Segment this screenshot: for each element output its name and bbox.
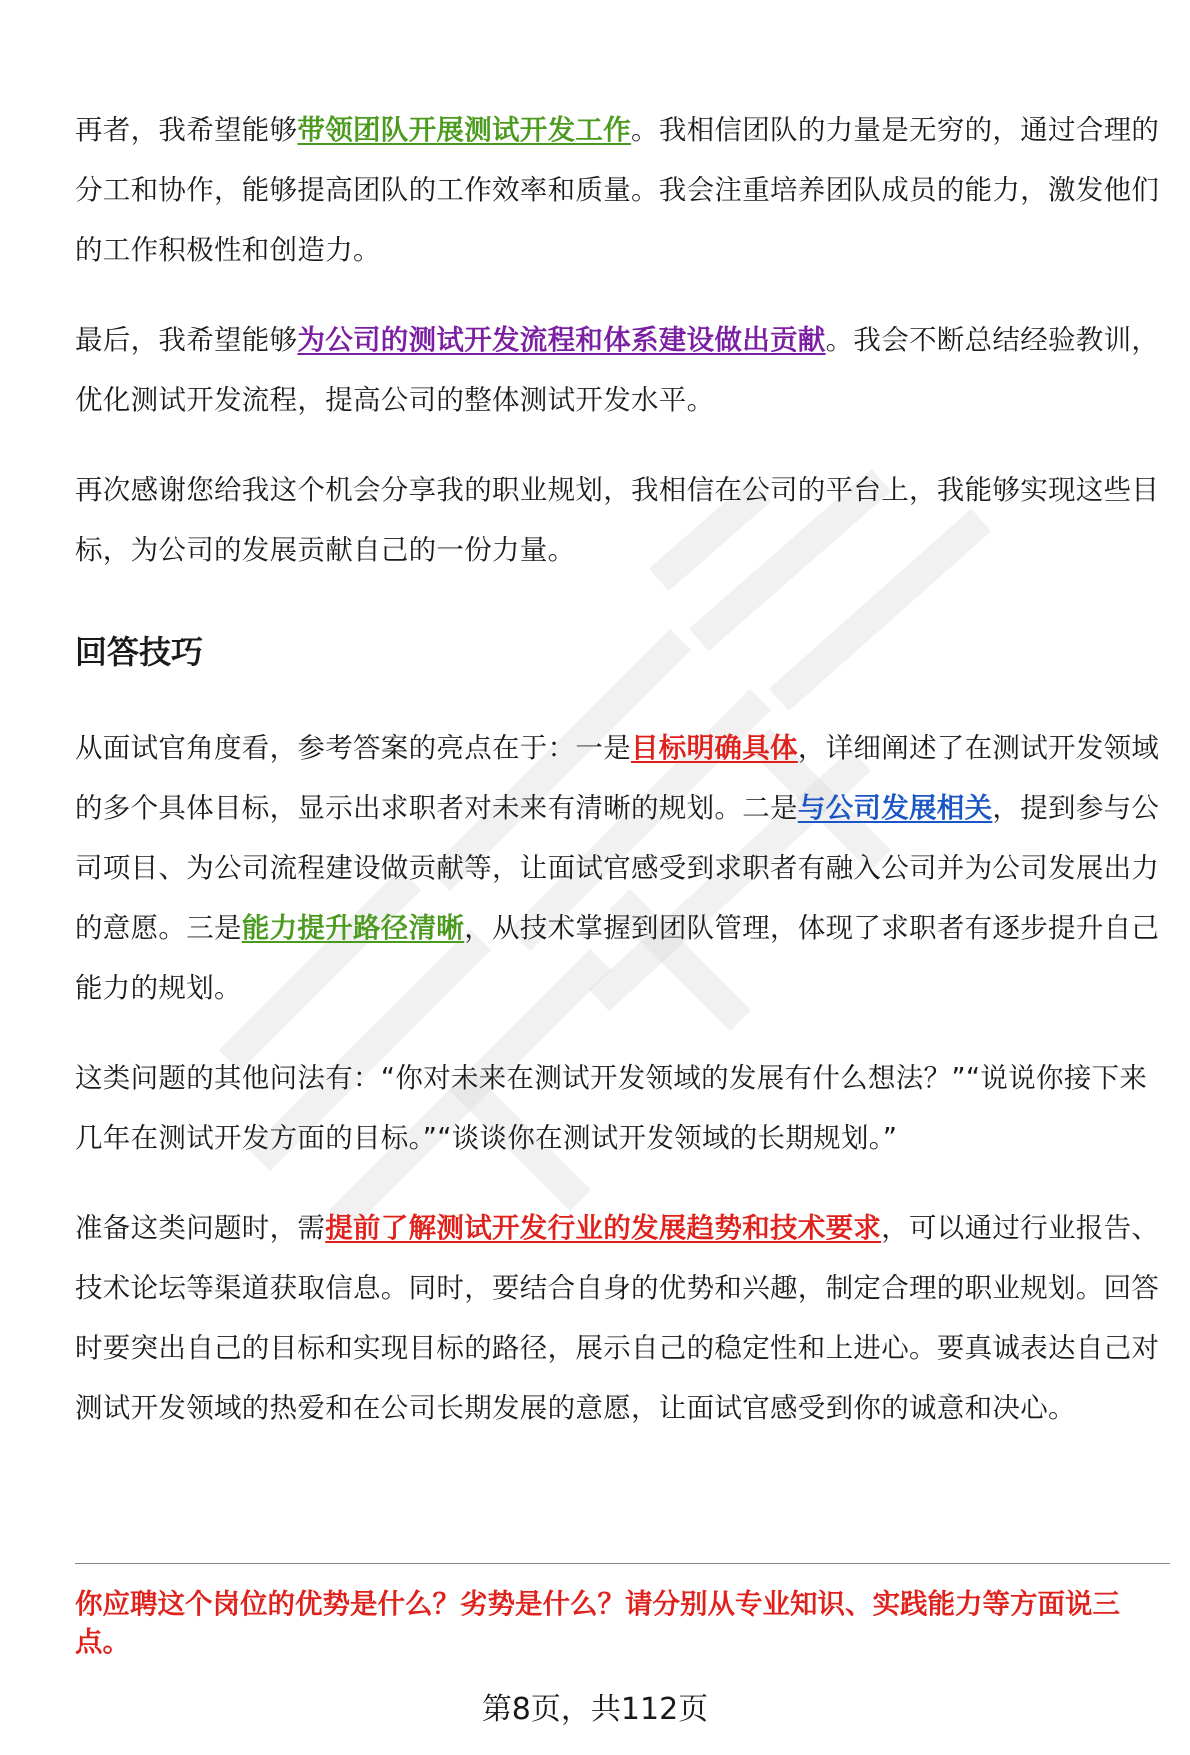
- paragraph-text: 。我相信团队的力量是无穷的，通过合理的分工和协作，能够提高团队的工作效率和质量。我会注重培养团队成员的能力，激发他们的工作积极性和创造力。: [75, 114, 1160, 266]
- paragraph-text: ，可以通过行业报告、技术论坛等渠道获取信息。同时，要结合自身的优势和兴趣，制定合理的职业规划。回答时要突出自己的目标和实现目标的路径，展示自己的稳定性和上进心。要真诚表达自己对测试开发领域的热爱和在公司长期发展的意愿，让面试官感受到你的诚意和决心。: [75, 1212, 1160, 1424]
- main-content: [75, 100, 1170, 1438]
- next-question-title: 你应聘这个岗位的优势是什么？劣势是什么？请分别从专业知识、实践能力等方面说三点。: [75, 1588, 1120, 1658]
- paragraph-text: ，从技术掌握到团队管理，体现了求职者有逐步提升自己能力的规划。: [75, 912, 1160, 1004]
- page-number: 第8页，共112页: [481, 1692, 709, 1727]
- paragraph-text: 再次感谢您给我这个机会分享我的职业规划，我相信在公司的平台上，我能够实现这些目标，为公司的发展贡献自己的一份力量。: [75, 474, 1160, 566]
- paragraph-team-lead: [75, 100, 1170, 280]
- highlight-team-lead: 带领团队开展测试开发工作: [297, 114, 632, 146]
- highlight-clear-path: 能力提升路径清晰: [241, 912, 465, 944]
- paragraph-text: ，详细阐述了在测试开发领域的多个具体目标，显示出求职者对未来有清晰的规划。二是: [75, 732, 1160, 824]
- section-heading: 回答技巧: [75, 633, 204, 671]
- paragraph-text: 这类问题的其他问法有：“你对未来在测试开发领域的发展有什么想法？”“说说你接下来几年在测试开发方面的目标。”“谈谈你在测试开发领域的长期规划。”: [75, 1062, 1148, 1154]
- paragraph-text: 最后，我希望能够: [75, 324, 298, 356]
- paragraph-highlights: [75, 718, 1170, 1018]
- paragraph-contribution: [75, 310, 1170, 430]
- paragraph-text: 再者，我希望能够: [75, 114, 298, 146]
- section-divider: [75, 1563, 1170, 1564]
- paragraph-thanks: [75, 460, 1170, 580]
- highlight-company-related: 与公司发展相关: [797, 792, 993, 824]
- highlight-industry-trends: 提前了解测试开发行业的发展趋势和技术要求: [325, 1212, 882, 1244]
- highlight-contribution: 为公司的测试开发流程和体系建设做出贡献: [297, 324, 826, 356]
- paragraph-alternatives: [75, 1048, 1170, 1168]
- paragraph-text: 从面试官角度看，参考答案的亮点在于：一是: [75, 732, 631, 764]
- paragraph-text: 准备这类问题时，需: [75, 1212, 326, 1244]
- paragraph-text: ，提到参与公司项目、为公司流程建设做贡献等，让面试官感受到求职者有融入公司并为公司发展出力的意愿。三是: [75, 792, 1160, 944]
- highlight-specific-goals: 目标明确具体: [631, 732, 798, 764]
- paragraph-text: 。我会不断总结经验教训，优化测试开发流程，提高公司的整体测试开发水平。: [75, 324, 1160, 416]
- paragraph-preparation: [75, 1198, 1170, 1438]
